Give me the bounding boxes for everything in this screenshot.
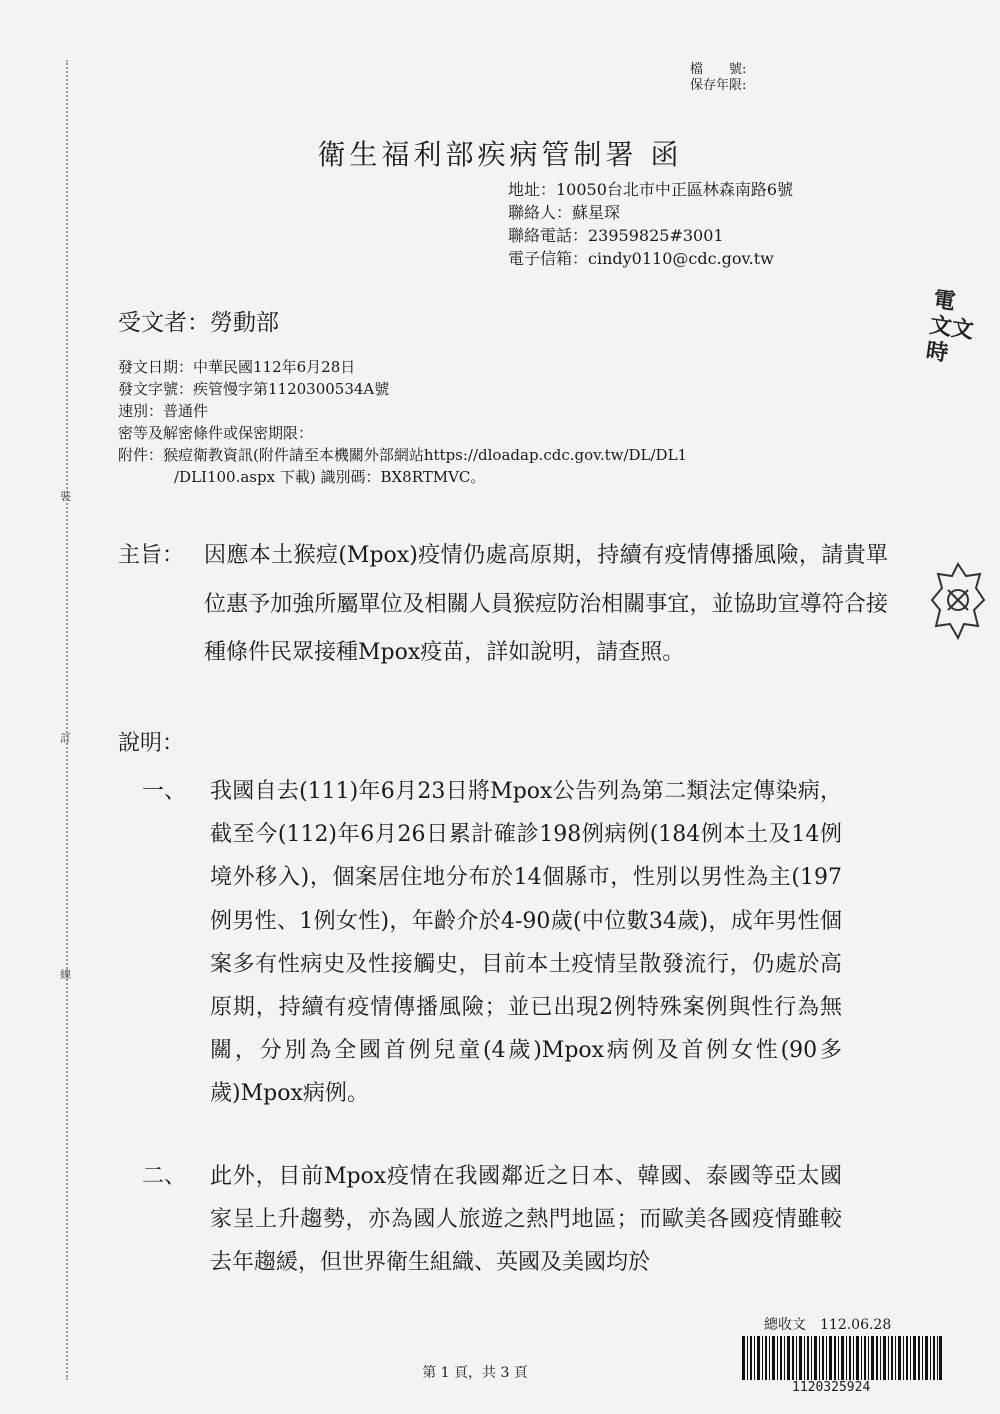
- stamp-char: 電: [931, 286, 958, 316]
- file-number-label: 檔 號:: [690, 62, 747, 77]
- stamp-char: 時: [924, 337, 950, 367]
- binding-mark-ding: 訂: [60, 732, 71, 745]
- contact-person: 聯絡人：蘇星琛: [508, 203, 621, 222]
- secrecy: 密等及解密條件或保密期限：: [118, 424, 314, 442]
- binding-line: [66, 60, 68, 1380]
- seal-rosette-icon: [930, 560, 986, 644]
- file-number-block: [690, 62, 746, 94]
- recipient: 受文者：勞動部: [118, 310, 279, 336]
- page-number: 第 1 頁，共 3 頁: [422, 1365, 528, 1381]
- speed: 速別：普通件: [118, 402, 209, 420]
- barcode-number: 1120325924: [792, 1380, 871, 1395]
- explanation-item: [142, 770, 842, 1116]
- retention-label: 保存年限:: [690, 78, 747, 93]
- email: 電子信箱：cindy0110@cdc.gov.tw: [508, 249, 774, 268]
- explanation-item: [142, 1155, 842, 1285]
- item-number: 一、: [142, 779, 187, 804]
- attachment-line-1: 附件：猴痘衛教資訊(附件請至本機關外部網站https://dloadap.cdc.gov.tw/DL/DL1: [118, 446, 688, 464]
- stamp-char: 文: [928, 312, 954, 341]
- phone: 聯絡電話：23959825#3001: [508, 226, 724, 245]
- document-number: 發文字號：疾管慢字第1120300534A號: [118, 380, 390, 398]
- item-number: 二、: [142, 1164, 187, 1189]
- subject-text: 因應本土猴痘(Mpox)疫情仍處高原期，持續有疫情傳播風險，請貴單位惠予加強所屬單位及相關人員猴痘防治相關事宜，並協助宣導符合接種條件民眾接種Mpox疫苗，詳如說明，請查照。: [204, 543, 888, 665]
- explanation-heading: 說明：: [118, 731, 185, 756]
- contact-block: [508, 178, 793, 270]
- address: 地址：10050台北市中正區林森南路6號: [508, 180, 794, 199]
- item-text: 此外，目前Mpox疫情在我國鄰近之日本、韓國、泰國等亞太國家呈上升趨勢，亦為國人旅遊之熱門地區；而歐美各國疫情雖較去年趨緩，但世界衛生組織、英國及美國均於: [210, 1164, 842, 1276]
- subject-label: 主旨：: [118, 543, 185, 568]
- issue-date: 發文日期：中華民國112年6月28日: [118, 358, 356, 376]
- meta-block: [118, 356, 898, 488]
- subject-block: [118, 532, 888, 678]
- binding-mark-xian: 線: [60, 968, 71, 981]
- binding-mark-zhuang: 裝: [60, 490, 71, 503]
- document-title: 衛生福利部疾病管制署 函: [317, 138, 683, 171]
- item-text: 我國自去(111)年6月23日將Mpox公告列為第二類法定傳染病，截至今(112)年6月26日累計確診198例病例(184例本土及14例境外移入)，個案居住地分布於14個縣市，性別以男性為主(197例男性、1例女性)，年齡介於4-90歲(中位數34歲)，成年男性個案多有性病史及性接觸史，目前本土疫情呈散發流行，仍處於高原期，持續有疫情傳播風險；並已出現2例特殊案例與性行為無關，分別為全國首例兒童(4歲)Mpox病例及首例女性(90多歲)Mpox病例。: [210, 779, 842, 1107]
- attachment-line-2: /DLI100.aspx 下載) 識別碼：BX8RTMVC。: [174, 468, 486, 486]
- side-stamp: [921, 286, 994, 393]
- stamp-char: 文: [949, 315, 976, 344]
- received-stamp: 總收文 112.06.28: [764, 1317, 892, 1333]
